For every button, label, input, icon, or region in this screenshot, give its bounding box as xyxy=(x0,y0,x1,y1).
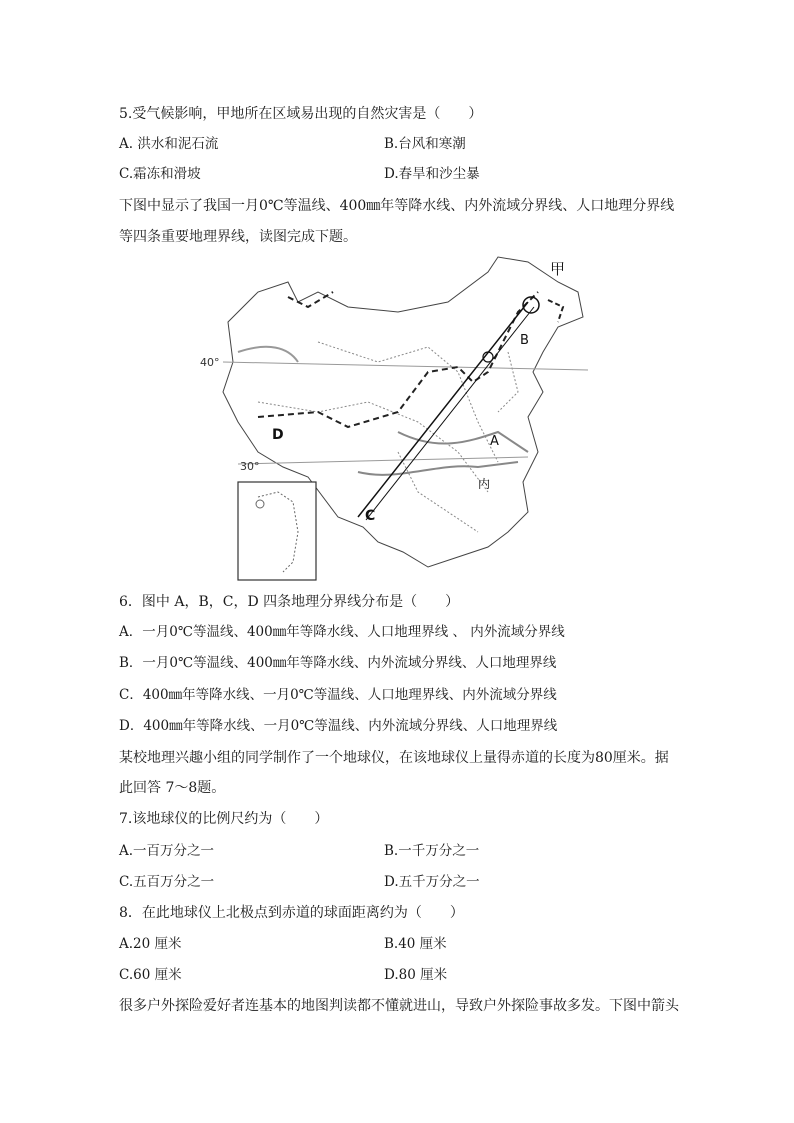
dashed-boundary-north xyxy=(288,292,333,307)
map-intro-line2: 等四条重要地理界线，读图完成下题。 xyxy=(119,229,357,245)
q6-option-d[interactable]: D．400㎜年等降水线、一月0℃等温线、内外流域分界线、人口地理界线 xyxy=(119,718,558,734)
q7-option-b[interactable]: B.一千万分之一 xyxy=(384,843,480,859)
trailing-paragraph: 很多户外探险爱好者连基本的地图判读都不懂就进山，导致户外探险事故多发。下图中箭头 xyxy=(119,998,679,1014)
map-intro-line1: 下图中显示了我国一月0℃等温线、400㎜年等降水线、内外流域分界线、人口地理分界线 xyxy=(119,198,675,214)
china-boundary-map xyxy=(198,252,598,582)
map-label-lat40: 40° xyxy=(200,356,220,369)
q8-option-b[interactable]: B.40 厘米 xyxy=(384,936,447,952)
q5-option-c[interactable]: C.霜冻和滑坡 xyxy=(119,166,201,182)
q5-stem: 5.受气候影响，甲地所在区域易出现的自然灾害是（ ） xyxy=(119,106,483,122)
q8-stem: 8．在此地球仪上北极点到赤道的球面距离约为（ ） xyxy=(119,905,464,921)
grey-boundary-line xyxy=(238,347,298,362)
grey-boundary-nei xyxy=(358,462,518,475)
map-label-jia: 甲 xyxy=(550,260,566,278)
q7-option-d[interactable]: D.五千万分之一 xyxy=(384,874,480,890)
q7-option-c[interactable]: C.五百万分之一 xyxy=(119,874,215,890)
q5-option-b[interactable]: B.台风和寒潮 xyxy=(384,136,466,152)
q6-option-a[interactable]: A．一月0℃等温线、400㎜年等降水线、人口地理界线 、 内外流域分界线 xyxy=(119,624,565,640)
map-label-c: C xyxy=(365,508,376,524)
map-label-d: D xyxy=(272,427,284,443)
q6-option-b[interactable]: B．一月0℃等温线、400㎜年等降水线、内外流域分界线、人口地理界线 xyxy=(119,655,557,671)
globe-intro-line1: 某校地理兴趣小组的同学制作了一个地球仪，在该地球仪上量得赤道的长度为80厘米。据 xyxy=(119,750,669,766)
latitude-40-line xyxy=(223,362,588,370)
map-label-b: B xyxy=(520,333,529,348)
q5-option-a[interactable]: A. 洪水和泥石流 xyxy=(119,136,219,152)
globe-intro-line2: 此回答 7～8题。 xyxy=(119,780,226,796)
map-label-lat30: 30° xyxy=(240,460,260,473)
q6-option-c[interactable]: C．400㎜年等降水线、一月0℃等温线、人口地理界线、内外流域分界线 xyxy=(119,687,557,703)
map-label-a: A xyxy=(490,434,499,449)
latitude-30-line xyxy=(238,457,528,464)
population-boundary-line-2 xyxy=(366,307,534,520)
q8-option-c[interactable]: C.60 厘米 xyxy=(119,967,182,983)
q8-option-a[interactable]: A.20 厘米 xyxy=(119,936,182,952)
population-boundary-line xyxy=(358,302,528,517)
q7-option-a[interactable]: A.一百万分之一 xyxy=(119,843,215,859)
south-china-sea-inset xyxy=(238,482,316,580)
q6-stem: 6．图中 A，B，C，D 四条地理分界线分布是（ ） xyxy=(119,594,460,610)
dashed-boundary-ne xyxy=(548,300,563,322)
q8-option-d[interactable]: D.80 厘米 xyxy=(384,967,448,983)
q5-option-d[interactable]: D.春旱和沙尘暴 xyxy=(384,166,480,182)
q7-stem: 7.该地球仪的比例尺约为（ ） xyxy=(119,811,329,827)
map-label-nei: 内 xyxy=(478,477,491,491)
